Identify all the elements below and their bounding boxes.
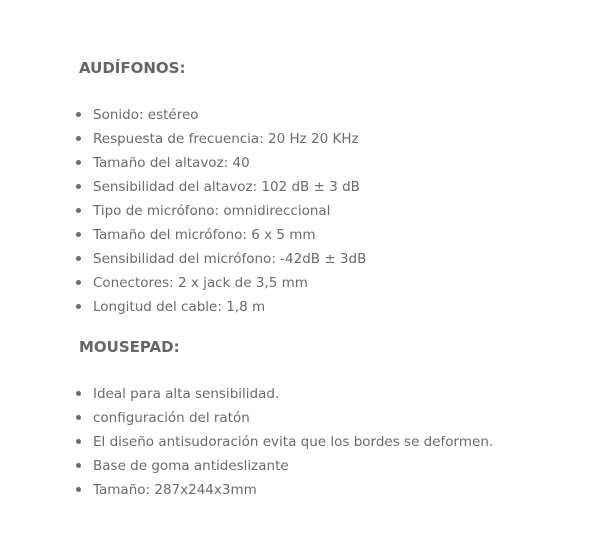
list-item-text: Conectores: 2 x jack de 3,5 mm	[93, 275, 308, 291]
list-item	[76, 199, 366, 223]
list-item	[76, 103, 366, 127]
list-item-text: Base de goma antideslizante	[93, 458, 289, 474]
list-item	[76, 478, 493, 502]
bullet-icon	[76, 391, 81, 396]
spec-list-mousepad	[76, 382, 493, 502]
list-item-text: Sonido: estéreo	[93, 107, 199, 123]
list-item-text: Tamaño del altavoz: 40	[93, 155, 250, 171]
section-title-audifonos: AUDÍFONOS:	[79, 59, 186, 77]
bullet-icon	[76, 304, 81, 309]
list-item-text: El diseño antisudoración evita que los bordes se deformen.	[93, 434, 494, 450]
list-item-text: Ideal para alta sensibilidad.	[93, 386, 280, 402]
list-item-text: Tamaño del micrófono: 6 x 5 mm	[93, 227, 316, 243]
bullet-icon	[76, 232, 81, 237]
list-item	[76, 127, 366, 151]
section-title-mousepad: MOUSEPAD:	[79, 338, 180, 356]
bullet-icon	[76, 280, 81, 285]
list-item-text: Sensibilidad del micrófono: -42dB ± 3dB	[93, 251, 367, 267]
bullet-icon	[76, 487, 81, 492]
bullet-icon	[76, 184, 81, 189]
list-item-text: Respuesta de frecuencia: 20 Hz 20 KHz	[93, 131, 359, 147]
list-item	[76, 175, 366, 199]
list-item	[76, 247, 366, 271]
list-item-text: Sensibilidad del altavoz: 102 dB ± 3 dB	[93, 179, 360, 195]
spec-list-audifonos	[76, 103, 366, 319]
list-item	[76, 223, 366, 247]
list-item-text: Tamaño: 287x244x3mm	[93, 482, 257, 498]
bullet-icon	[76, 463, 81, 468]
bullet-icon	[76, 136, 81, 141]
bullet-icon	[76, 256, 81, 261]
list-item	[76, 151, 366, 175]
bullet-icon	[76, 208, 81, 213]
list-item	[76, 406, 493, 430]
bullet-icon	[76, 160, 81, 165]
list-item-text: configuración del ratón	[93, 410, 250, 426]
bullet-icon	[76, 415, 81, 420]
list-item	[76, 382, 493, 406]
bullet-icon	[76, 439, 81, 444]
list-item-text: Tipo de micrófono: omnidireccional	[93, 203, 331, 219]
list-item-text: Longitud del cable: 1,8 m	[93, 299, 266, 315]
list-item	[76, 271, 366, 295]
bullet-icon	[76, 112, 81, 117]
list-item	[76, 430, 493, 454]
list-item	[76, 295, 366, 319]
list-item	[76, 454, 493, 478]
